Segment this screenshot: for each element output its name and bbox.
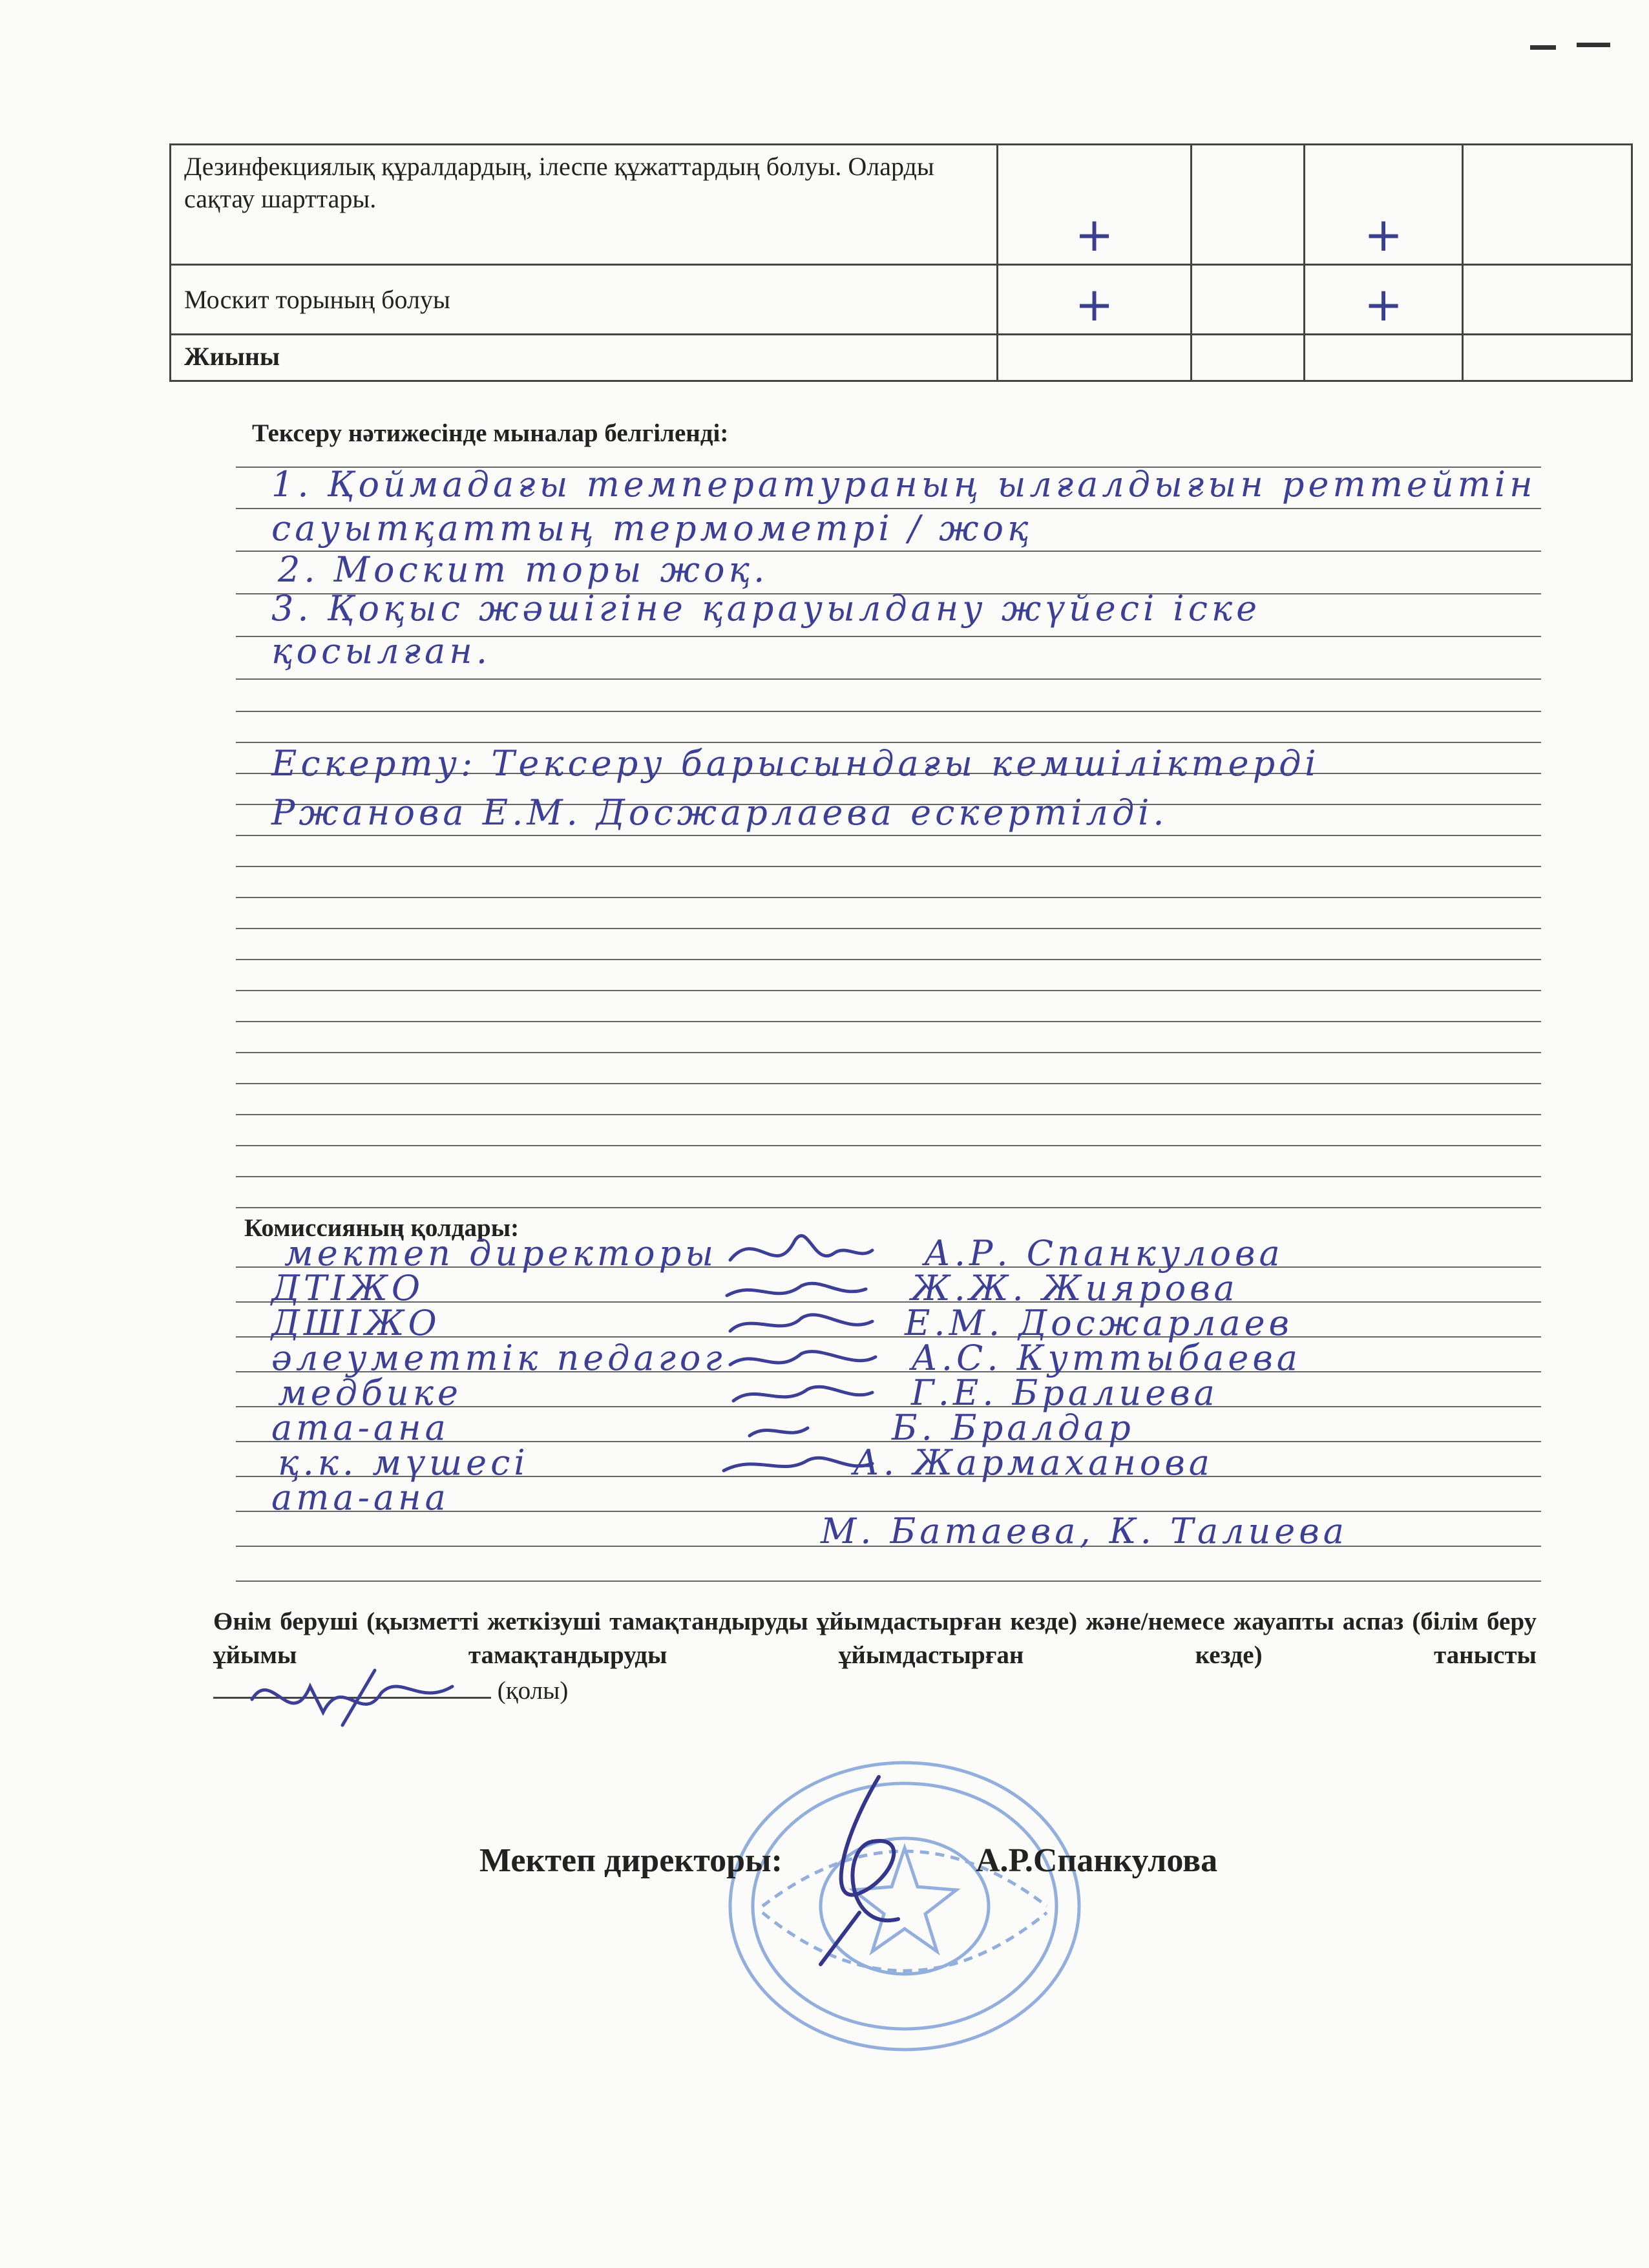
member-role: ата-ана: [271, 1477, 450, 1518]
table-row-total: [171, 335, 1632, 381]
handwritten-note: Ржанова Е.М. Досжарлаева ескертілді.: [271, 792, 1168, 833]
handwritten-finding: 2. Москит торы жоқ.: [278, 549, 769, 590]
check-mark: +: [998, 145, 1192, 265]
table-row: [171, 145, 1632, 265]
member-name: М. Батаева, К. Талиева: [821, 1511, 1348, 1551]
member-role: ДШІЖО: [271, 1303, 441, 1343]
member-role: медбике: [278, 1372, 462, 1413]
table-cell: [1463, 335, 1632, 381]
acknowledgement-scribble: [246, 1661, 459, 1738]
member-role: қ.к. мүшесі: [278, 1442, 529, 1483]
table-cell: [1305, 335, 1463, 381]
check-mark: +: [1305, 145, 1463, 265]
member-name: А.Р. Спанкулова: [924, 1233, 1284, 1274]
handwritten-finding: 1. Қоймадағы температураның ылғалдығын реттейтін: [271, 464, 1537, 505]
row-label: Жиыны: [171, 335, 998, 381]
handwritten-finding: сауытқаттың термометрі / жоқ: [271, 508, 1033, 549]
signature-scribbles: [717, 1215, 885, 1551]
member-name: Ж.Ж. Жиярова: [911, 1268, 1239, 1308]
row-label: Москит торының болуы: [171, 265, 998, 335]
handwritten-finding: қосылған.: [271, 631, 491, 671]
member-name: Е.М. Досжарлаев: [905, 1303, 1293, 1343]
table-cell: [998, 335, 1192, 381]
check-mark: +: [998, 265, 1192, 335]
table-row: [171, 265, 1632, 335]
member-name: А.С. Куттыбаева: [911, 1338, 1301, 1378]
member-name: Г.Е. Бралиева: [911, 1372, 1219, 1413]
check-mark: [1463, 265, 1632, 335]
findings-heading: Тексеру нәтижесінде мыналар белгіленді:: [252, 419, 729, 447]
check-mark: [1192, 265, 1305, 335]
director-name: А.Р.Спанкулова: [976, 1842, 1218, 1879]
member-name: Б. Бралдар: [892, 1407, 1135, 1448]
acknowledgement-text: Өнім беруші (қызметті жеткізуші тамақтандыруды ұйымдастырған кезде) және/немесе жауапты аспаз (білім беру ұйымы тамақтандыруды ұйымдастырған кезде) танысты: [213, 1608, 1537, 1669]
check-mark: [1463, 145, 1632, 265]
member-role: ДТІЖО: [271, 1268, 425, 1308]
member-role: әлеуметтік педагог: [271, 1338, 726, 1378]
check-mark: [1192, 145, 1305, 265]
member-role: ата-ана: [271, 1407, 450, 1448]
check-mark: +: [1305, 265, 1463, 335]
handwritten-finding: 3. Қоқыс жәшігіне қарауылдану жүйесі іске: [271, 588, 1261, 629]
row-label: Дезинфекциялық құралдардың, ілеспе құжаттардың болуы. Оларды сақтау шарттары.: [171, 145, 998, 265]
corner-mark: [1530, 45, 1556, 50]
member-name: А. Жармаханова: [853, 1442, 1213, 1483]
corner-mark: [1577, 43, 1610, 47]
sign-label: (қолы): [497, 1677, 569, 1705]
member-role: мектеп директоры: [284, 1233, 718, 1274]
director-title: Мектеп директоры:: [479, 1842, 782, 1879]
table-cell: [1192, 335, 1305, 381]
inspection-table: [169, 143, 1633, 382]
director-signature: [801, 1764, 943, 1977]
handwritten-note: Ескерту: Тексеру барысындағы кемшіліктерді: [271, 743, 1320, 784]
commission-heading: Комиссияның қолдары:: [244, 1214, 520, 1242]
